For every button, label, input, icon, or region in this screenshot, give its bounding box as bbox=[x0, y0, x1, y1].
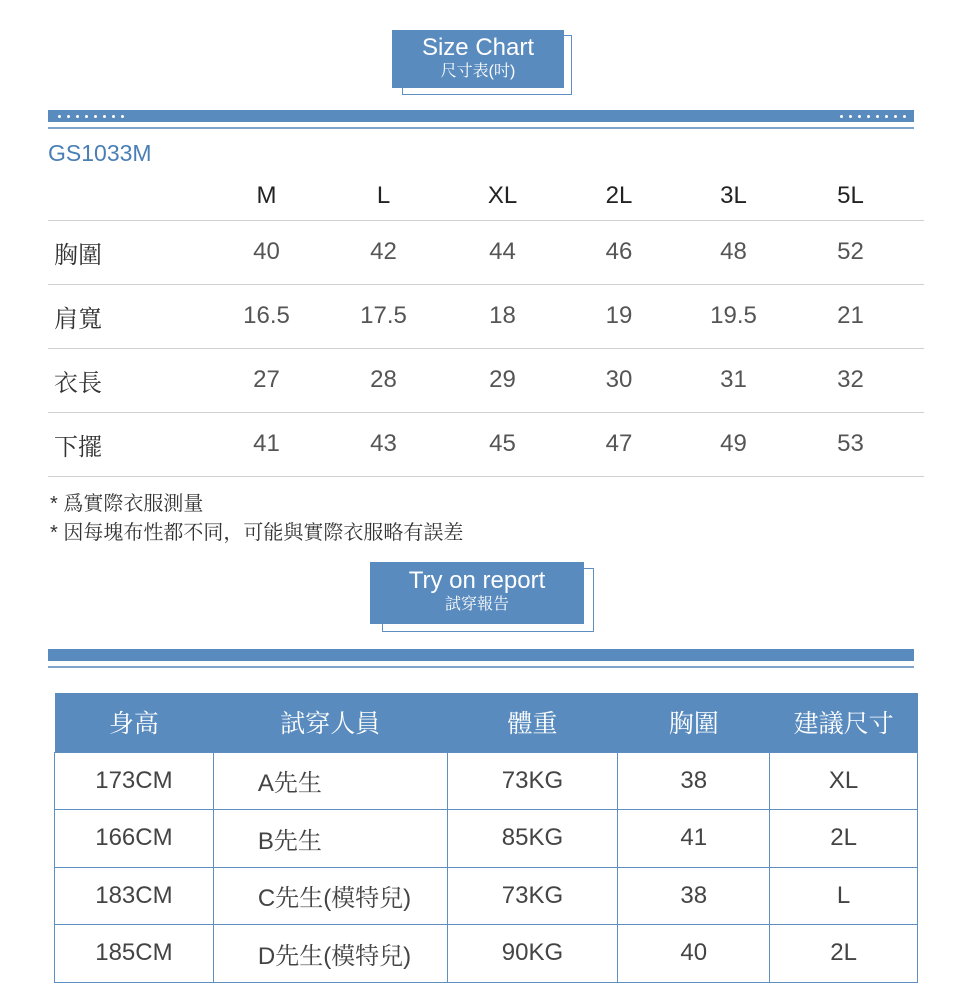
table-cell: 40 bbox=[208, 220, 325, 284]
table-cell: 41 bbox=[208, 412, 325, 476]
table-cell: 16.5 bbox=[208, 284, 325, 348]
table-cell: 30 bbox=[563, 348, 675, 412]
notes bbox=[50, 490, 463, 548]
table-cell: C先生(模特兒) bbox=[213, 867, 447, 925]
section-line-top bbox=[48, 127, 914, 129]
try-on-subtitle: 試穿報告 bbox=[444, 596, 509, 613]
table-row bbox=[48, 220, 924, 284]
header-tester: 試穿人員 bbox=[213, 693, 447, 752]
table-cell: A先生 bbox=[213, 752, 447, 810]
size-header: M bbox=[256, 181, 277, 209]
table-cell: 2L bbox=[770, 925, 918, 983]
table-row bbox=[55, 925, 918, 983]
table-cell: 17.5 bbox=[325, 284, 442, 348]
table-cell: 21 bbox=[792, 284, 909, 348]
table-cell: 2L bbox=[770, 810, 918, 868]
row-label: 下擺 bbox=[48, 412, 208, 476]
badge-box bbox=[370, 562, 584, 624]
table-cell: D先生(模特兒) bbox=[213, 925, 447, 983]
dots-right bbox=[840, 110, 906, 122]
table-row bbox=[48, 284, 924, 348]
size-table bbox=[48, 172, 924, 477]
table-cell: 41 bbox=[618, 810, 770, 868]
section-band-bottom bbox=[48, 649, 914, 661]
badge-box bbox=[392, 30, 564, 88]
table-cell: 40 bbox=[618, 925, 770, 983]
section-line-bottom bbox=[48, 666, 914, 668]
table-cell: 32 bbox=[792, 348, 909, 412]
table-cell: 19.5 bbox=[675, 284, 792, 348]
table-cell: 49 bbox=[675, 412, 792, 476]
note-line: * 因每塊布性都不同，可能與實際衣服略有誤差 bbox=[50, 522, 464, 544]
note-line: * 爲實際衣服測量 bbox=[50, 493, 204, 515]
table-cell: 31 bbox=[675, 348, 792, 412]
size-header: XL bbox=[487, 181, 518, 209]
table-cell: B先生 bbox=[213, 810, 447, 868]
size-chart-title: Size Chart bbox=[421, 34, 535, 61]
size-header-blank bbox=[909, 172, 924, 220]
table-cell: 73KG bbox=[447, 867, 618, 925]
header-suggested-size: 建議尺寸 bbox=[770, 693, 918, 752]
section-band-top bbox=[48, 110, 914, 122]
table-cell: 53 bbox=[792, 412, 909, 476]
table-cell: 173CM bbox=[55, 752, 214, 810]
table-cell: 19 bbox=[563, 284, 675, 348]
table-cell: 29 bbox=[442, 348, 563, 412]
table-row bbox=[55, 752, 918, 810]
size-header: L bbox=[376, 181, 391, 209]
try-on-table bbox=[54, 693, 918, 983]
table-cell: 46 bbox=[563, 220, 675, 284]
row-label: 胸圍 bbox=[48, 220, 208, 284]
size-header-blank bbox=[48, 172, 208, 220]
table-cell: 38 bbox=[618, 752, 770, 810]
header-height: 身高 bbox=[55, 693, 214, 752]
table-cell: 52 bbox=[792, 220, 909, 284]
table-cell: 44 bbox=[442, 220, 563, 284]
row-label: 衣長 bbox=[48, 348, 208, 412]
table-cell: 47 bbox=[563, 412, 675, 476]
table-cell: 185CM bbox=[55, 925, 214, 983]
size-chart-subtitle: 尺寸表(吋) bbox=[440, 63, 516, 80]
table-cell: XL bbox=[770, 752, 918, 810]
table-row bbox=[55, 867, 918, 925]
try-on-header-row bbox=[55, 693, 918, 752]
row-label: 肩寬 bbox=[48, 284, 208, 348]
table-cell: 85KG bbox=[447, 810, 618, 868]
table-cell: 90KG bbox=[447, 925, 618, 983]
table-row bbox=[48, 412, 924, 476]
table-cell: L bbox=[770, 867, 918, 925]
table-cell: 28 bbox=[325, 348, 442, 412]
table-cell: 38 bbox=[618, 867, 770, 925]
table-cell: 48 bbox=[675, 220, 792, 284]
table-row bbox=[48, 348, 924, 412]
size-header: 3L bbox=[720, 181, 747, 209]
header-weight: 體重 bbox=[447, 693, 618, 752]
dots-left bbox=[58, 110, 124, 122]
header-chest: 胸圍 bbox=[618, 693, 770, 752]
size-header: 2L bbox=[605, 181, 633, 209]
table-cell: 18 bbox=[442, 284, 563, 348]
table-cell: 73KG bbox=[447, 752, 618, 810]
table-cell: 43 bbox=[325, 412, 442, 476]
table-cell: 27 bbox=[208, 348, 325, 412]
table-cell: 183CM bbox=[55, 867, 214, 925]
size-header-row bbox=[48, 172, 924, 220]
table-cell: 42 bbox=[325, 220, 442, 284]
table-row bbox=[55, 810, 918, 868]
table-cell: 45 bbox=[442, 412, 563, 476]
try-on-title: Try on report bbox=[408, 567, 546, 594]
size-header: 5L bbox=[837, 181, 864, 209]
product-code: GS1033M bbox=[48, 140, 152, 166]
table-cell: 166CM bbox=[55, 810, 214, 868]
